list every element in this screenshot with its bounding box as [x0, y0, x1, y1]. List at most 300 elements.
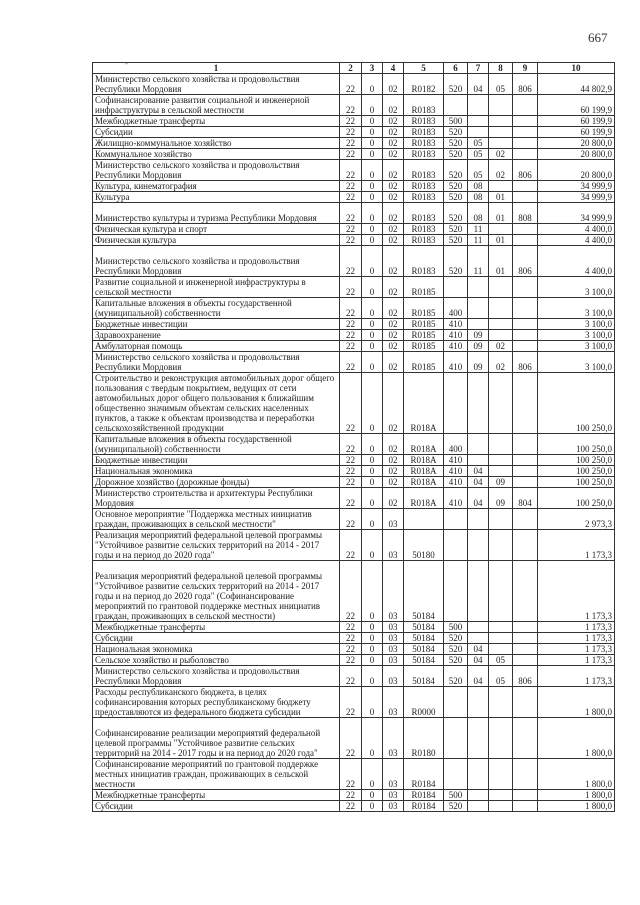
code-pm: 03: [383, 644, 404, 655]
table-row: [93, 160, 615, 181]
code-pr: [489, 298, 513, 319]
code-rz: 09: [468, 330, 489, 341]
code-rz: 04: [468, 466, 489, 477]
code-vr: [444, 373, 468, 434]
code-pr: [489, 116, 513, 127]
code-pm: 02: [383, 95, 404, 116]
code-pm: 03: [383, 622, 404, 633]
code-vr: 520: [444, 149, 468, 160]
row-name: Министерство строительства и архитектуры Республики Мордовия: [93, 488, 340, 509]
table-row: [93, 466, 615, 477]
code-target: R0185: [404, 298, 444, 319]
row-name: Бюджетные инвестиции: [93, 455, 340, 466]
code-target: 50184: [404, 633, 444, 644]
code-target: 50184: [404, 644, 444, 655]
code-gr: 22: [340, 434, 362, 455]
row-sum: 4 400,0: [538, 224, 615, 235]
row-sum: 1 173,3: [538, 655, 615, 666]
code-pm: 03: [383, 530, 404, 561]
code-pr: [489, 687, 513, 718]
code-gp: 0: [362, 488, 383, 509]
code-pm: 02: [383, 373, 404, 434]
table-row: [93, 801, 615, 812]
row-sum: 100 250,0: [538, 373, 615, 434]
code-pr: 02: [489, 341, 513, 352]
row-name: Министерство сельского хозяйства и продовольствия Республики Мордовия: [93, 352, 340, 373]
code-target: R018A: [404, 466, 444, 477]
code-pr: [489, 138, 513, 149]
code-target: R0183: [404, 203, 444, 224]
code-grbs: 806: [513, 160, 538, 181]
table-row: [93, 246, 615, 277]
code-vr: 400: [444, 434, 468, 455]
row-sum: 20 800,0: [538, 149, 615, 160]
code-target: 50184: [404, 561, 444, 622]
code-pm: 02: [383, 277, 404, 298]
code-pr: [489, 790, 513, 801]
table-row: [93, 352, 615, 373]
code-rz: [468, 790, 489, 801]
code-rz: 04: [468, 477, 489, 488]
code-grbs: [513, 434, 538, 455]
code-gp: 0: [362, 330, 383, 341]
row-sum: 1 173,3: [538, 644, 615, 655]
table-row: [93, 666, 615, 687]
code-target: R0000: [404, 687, 444, 718]
column-header: 9: [513, 63, 538, 74]
code-vr: 410: [444, 466, 468, 477]
table-row: [93, 455, 615, 466]
row-sum: 20 800,0: [538, 160, 615, 181]
code-grbs: [513, 759, 538, 790]
code-rz: 05: [468, 149, 489, 160]
table-row: [93, 759, 615, 790]
code-gr: 22: [340, 644, 362, 655]
column-header: 8: [489, 63, 513, 74]
code-target: R018A: [404, 488, 444, 509]
table-row: [93, 718, 615, 759]
code-pr: 02: [489, 149, 513, 160]
code-rz: [468, 530, 489, 561]
code-pr: 01: [489, 235, 513, 246]
code-gp: 0: [362, 341, 383, 352]
code-pr: [489, 530, 513, 561]
code-grbs: [513, 718, 538, 759]
code-grbs: [513, 530, 538, 561]
budget-table: [92, 62, 615, 812]
row-name: Софинансирование реализации мероприятий федеральной целевой программы "Устойчивое развитие сельских территорий на 2014 - 2017 годы и на период до 2020 года": [93, 718, 340, 759]
code-pm: 02: [383, 149, 404, 160]
column-header: 6: [444, 63, 468, 74]
row-sum: 3 100,0: [538, 330, 615, 341]
code-vr: 500: [444, 622, 468, 633]
row-sum: 4 400,0: [538, 235, 615, 246]
code-vr: 520: [444, 246, 468, 277]
code-pm: 03: [383, 633, 404, 644]
code-grbs: [513, 319, 538, 330]
code-gp: 0: [362, 277, 383, 298]
code-grbs: [513, 138, 538, 149]
code-target: 50184: [404, 666, 444, 687]
code-target: R0183: [404, 127, 444, 138]
stray-mark: -: [125, 58, 128, 68]
code-target: R0184: [404, 801, 444, 812]
code-pr: 01: [489, 203, 513, 224]
code-grbs: [513, 181, 538, 192]
code-gr: 22: [340, 759, 362, 790]
code-rz: 11: [468, 224, 489, 235]
code-pm: 03: [383, 801, 404, 812]
code-gp: 0: [362, 127, 383, 138]
code-rz: 08: [468, 203, 489, 224]
row-name: Национальная экономика: [93, 644, 340, 655]
code-pr: 05: [489, 666, 513, 687]
code-rz: [468, 509, 489, 530]
table-row: [93, 138, 615, 149]
code-grbs: [513, 224, 538, 235]
code-target: R0182: [404, 74, 444, 95]
code-gp: 0: [362, 561, 383, 622]
code-gr: 22: [340, 330, 362, 341]
code-gr: 22: [340, 666, 362, 687]
code-target: R018A: [404, 455, 444, 466]
row-sum: 60 199,9: [538, 95, 615, 116]
row-name: Развитие социальной и инженерной инфраструктуры в сельской местности: [93, 277, 340, 298]
row-sum: 3 100,0: [538, 277, 615, 298]
row-name: Культура, кинематография: [93, 181, 340, 192]
code-gr: 22: [340, 95, 362, 116]
row-name: Жилищно-коммунальное хозяйство: [93, 138, 340, 149]
code-vr: 410: [444, 341, 468, 352]
code-target: R0185: [404, 352, 444, 373]
code-rz: [468, 116, 489, 127]
table-row: [93, 224, 615, 235]
code-pm: 02: [383, 319, 404, 330]
row-name: Реализация мероприятий федеральной целевой программы "Устойчивое развитие сельских территорий на 2014 - 2017 годы и на период до 2020 года": [93, 530, 340, 561]
code-rz: 05: [468, 160, 489, 181]
row-sum: 1 173,3: [538, 622, 615, 633]
row-sum: 60 199,9: [538, 127, 615, 138]
code-vr: 410: [444, 488, 468, 509]
table-row: [93, 298, 615, 319]
table-row: [93, 319, 615, 330]
row-sum: 1 800,0: [538, 759, 615, 790]
code-gp: 0: [362, 509, 383, 530]
code-rz: [468, 718, 489, 759]
code-grbs: 804: [513, 488, 538, 509]
code-rz: [468, 319, 489, 330]
code-rz: 09: [468, 341, 489, 352]
code-rz: 04: [468, 666, 489, 687]
code-vr: 520: [444, 224, 468, 235]
code-gr: 22: [340, 116, 362, 127]
code-gp: 0: [362, 246, 383, 277]
code-pm: 02: [383, 455, 404, 466]
code-target: R0183: [404, 235, 444, 246]
code-pm: 03: [383, 655, 404, 666]
row-name: Расходы республиканского бюджета, в целях софинансирования которых республиканскому бюджету предоставляются из федерального бюджета субсидии: [93, 687, 340, 718]
code-rz: 09: [468, 352, 489, 373]
code-target: R018A: [404, 477, 444, 488]
code-vr: 520: [444, 235, 468, 246]
code-gp: 0: [362, 644, 383, 655]
code-gp: 0: [362, 687, 383, 718]
table-row: [93, 622, 615, 633]
code-grbs: 806: [513, 666, 538, 687]
code-vr: 400: [444, 298, 468, 319]
row-sum: 100 250,0: [538, 488, 615, 509]
code-gr: 22: [340, 561, 362, 622]
code-gp: 0: [362, 655, 383, 666]
code-rz: 04: [468, 644, 489, 655]
code-gp: 0: [362, 434, 383, 455]
code-pm: 02: [383, 434, 404, 455]
code-pr: [489, 561, 513, 622]
code-gr: 22: [340, 298, 362, 319]
row-name: Амбулаторная помощь: [93, 341, 340, 352]
code-grbs: [513, 455, 538, 466]
row-name: Реализация мероприятий федеральной целевой программы "Устойчивое развитие сельских территорий на 2014 - 2017 годы и на период до 2020 года" (Софинансирование мероприятий по грантовой поддержке местных инициатив граждан, проживающих в сельской местности): [93, 561, 340, 622]
code-grbs: [513, 330, 538, 341]
row-sum: 100 250,0: [538, 434, 615, 455]
code-pm: 02: [383, 160, 404, 181]
code-target: R0184: [404, 790, 444, 801]
table-row: [93, 330, 615, 341]
table-row: [93, 116, 615, 127]
header-row: [93, 63, 615, 74]
table-row: [93, 149, 615, 160]
column-header: 5: [404, 63, 444, 74]
code-grbs: 806: [513, 352, 538, 373]
code-vr: 520: [444, 633, 468, 644]
column-header: 2: [340, 63, 362, 74]
code-target: R018A: [404, 434, 444, 455]
code-rz: [468, 277, 489, 298]
code-pm: 03: [383, 561, 404, 622]
code-grbs: [513, 127, 538, 138]
code-gp: 0: [362, 138, 383, 149]
row-sum: 3 100,0: [538, 352, 615, 373]
code-gr: 22: [340, 277, 362, 298]
code-rz: 04: [468, 488, 489, 509]
row-name: Строительство и реконструкция автомобильных дорог общего пользования с твердым покрытием, ведущих от сети автомобильных дорог общего пользования к ближайшим общественно значимым объектам сельских населенных пунктов, а также к объектам производства и переработки сельскохозяйственной продукции: [93, 373, 340, 434]
code-target: 50184: [404, 655, 444, 666]
code-pm: 03: [383, 759, 404, 790]
code-gp: 0: [362, 160, 383, 181]
code-rz: 11: [468, 235, 489, 246]
code-grbs: [513, 655, 538, 666]
code-rz: [468, 759, 489, 790]
code-gp: 0: [362, 790, 383, 801]
code-rz: 08: [468, 181, 489, 192]
table-row: [93, 203, 615, 224]
code-gp: 0: [362, 74, 383, 95]
code-gp: 0: [362, 373, 383, 434]
code-pr: [489, 181, 513, 192]
code-pr: [489, 622, 513, 633]
code-gr: 22: [340, 655, 362, 666]
code-pr: [489, 319, 513, 330]
code-rz: [468, 95, 489, 116]
code-grbs: [513, 235, 538, 246]
code-vr: [444, 95, 468, 116]
table-row: [93, 530, 615, 561]
code-pm: 02: [383, 477, 404, 488]
code-grbs: [513, 341, 538, 352]
row-sum: 60 199,9: [538, 116, 615, 127]
row-name: Бюджетные инвестиции: [93, 319, 340, 330]
code-rz: [468, 622, 489, 633]
code-pr: 09: [489, 488, 513, 509]
code-grbs: 808: [513, 203, 538, 224]
code-rz: [468, 434, 489, 455]
code-target: R0183: [404, 224, 444, 235]
row-name: Капитальные вложения в объекты государственной (муниципальной) собственности: [93, 434, 340, 455]
code-vr: [444, 718, 468, 759]
code-vr: 520: [444, 655, 468, 666]
code-rz: 04: [468, 655, 489, 666]
code-rz: [468, 373, 489, 434]
row-name: Министерство сельского хозяйства и продовольствия Республики Мордовия: [93, 160, 340, 181]
code-vr: 520: [444, 192, 468, 203]
code-pm: 02: [383, 298, 404, 319]
code-pr: [489, 277, 513, 298]
table-body: [93, 74, 615, 812]
code-pm: 02: [383, 488, 404, 509]
row-sum: 1 173,3: [538, 561, 615, 622]
code-target: R0183: [404, 181, 444, 192]
code-gr: 22: [340, 477, 362, 488]
code-pm: 02: [383, 138, 404, 149]
code-rz: [468, 127, 489, 138]
row-name: Межбюджетные трансферты: [93, 622, 340, 633]
code-vr: [444, 561, 468, 622]
code-target: R018A: [404, 373, 444, 434]
code-grbs: [513, 633, 538, 644]
table-row: [93, 790, 615, 801]
code-target: R0183: [404, 160, 444, 181]
code-gr: 22: [340, 801, 362, 812]
code-rz: [468, 633, 489, 644]
code-target: R0185: [404, 341, 444, 352]
code-gp: 0: [362, 352, 383, 373]
code-pr: [489, 509, 513, 530]
code-grbs: [513, 509, 538, 530]
table-row: [93, 633, 615, 644]
code-pr: 02: [489, 352, 513, 373]
code-target: 50180: [404, 530, 444, 561]
table-row: [93, 341, 615, 352]
code-vr: [444, 687, 468, 718]
row-name: Межбюджетные трансферты: [93, 790, 340, 801]
code-grbs: [513, 801, 538, 812]
column-header: 1: [93, 63, 340, 74]
code-vr: 410: [444, 477, 468, 488]
row-sum: 1 800,0: [538, 718, 615, 759]
code-vr: 410: [444, 330, 468, 341]
code-gp: 0: [362, 203, 383, 224]
table-row: [93, 509, 615, 530]
code-vr: 410: [444, 319, 468, 330]
row-name: Физическая культура и спорт: [93, 224, 340, 235]
code-target: R0184: [404, 759, 444, 790]
code-target: R0185: [404, 277, 444, 298]
code-pm: 02: [383, 330, 404, 341]
code-gr: 22: [340, 509, 362, 530]
code-vr: 410: [444, 352, 468, 373]
code-vr: 500: [444, 116, 468, 127]
page-number: 667: [588, 30, 608, 45]
code-pm: 03: [383, 509, 404, 530]
column-header: 3: [362, 63, 383, 74]
table-row: [93, 95, 615, 116]
code-pr: [489, 330, 513, 341]
code-pm: 02: [383, 235, 404, 246]
row-name: Министерство культуры и туризма Республики Мордовия: [93, 203, 340, 224]
code-gp: 0: [362, 149, 383, 160]
code-gr: 22: [340, 530, 362, 561]
code-pm: 02: [383, 466, 404, 477]
code-gp: 0: [362, 801, 383, 812]
row-sum: 44 802,9: [538, 74, 615, 95]
code-gp: 0: [362, 192, 383, 203]
row-name: Министерство сельского хозяйства и продовольствия Республики Мордовия: [93, 246, 340, 277]
code-gp: 0: [362, 718, 383, 759]
code-pm: 02: [383, 192, 404, 203]
code-grbs: 806: [513, 74, 538, 95]
code-pr: [489, 718, 513, 759]
code-gr: 22: [340, 622, 362, 633]
row-sum: 34 999,9: [538, 203, 615, 224]
row-sum: 3 100,0: [538, 341, 615, 352]
code-target: R0183: [404, 95, 444, 116]
code-rz: [468, 801, 489, 812]
row-sum: 1 800,0: [538, 687, 615, 718]
code-rz: [468, 561, 489, 622]
column-header: 4: [383, 63, 404, 74]
row-sum: 1 800,0: [538, 790, 615, 801]
code-rz: [468, 298, 489, 319]
code-grbs: [513, 644, 538, 655]
code-target: R0183: [404, 149, 444, 160]
code-pr: [489, 801, 513, 812]
code-grbs: [513, 790, 538, 801]
code-grbs: [513, 192, 538, 203]
code-gp: 0: [362, 116, 383, 127]
row-sum: 100 250,0: [538, 455, 615, 466]
code-pr: [489, 759, 513, 790]
code-pm: 02: [383, 74, 404, 95]
code-pm: 03: [383, 718, 404, 759]
code-gp: 0: [362, 759, 383, 790]
code-rz: [468, 687, 489, 718]
code-pm: 02: [383, 352, 404, 373]
code-pr: [489, 373, 513, 434]
code-gp: 0: [362, 633, 383, 644]
code-pm: 02: [383, 203, 404, 224]
code-pr: [489, 127, 513, 138]
code-rz: 05: [468, 138, 489, 149]
table-row: [93, 687, 615, 718]
code-gr: 22: [340, 455, 362, 466]
code-gr: 22: [340, 341, 362, 352]
row-sum: 1 173,3: [538, 633, 615, 644]
code-pm: 02: [383, 116, 404, 127]
code-gr: 22: [340, 718, 362, 759]
code-pm: 02: [383, 127, 404, 138]
code-target: R0180: [404, 718, 444, 759]
row-name: Дорожное хозяйство (дорожные фонды): [93, 477, 340, 488]
